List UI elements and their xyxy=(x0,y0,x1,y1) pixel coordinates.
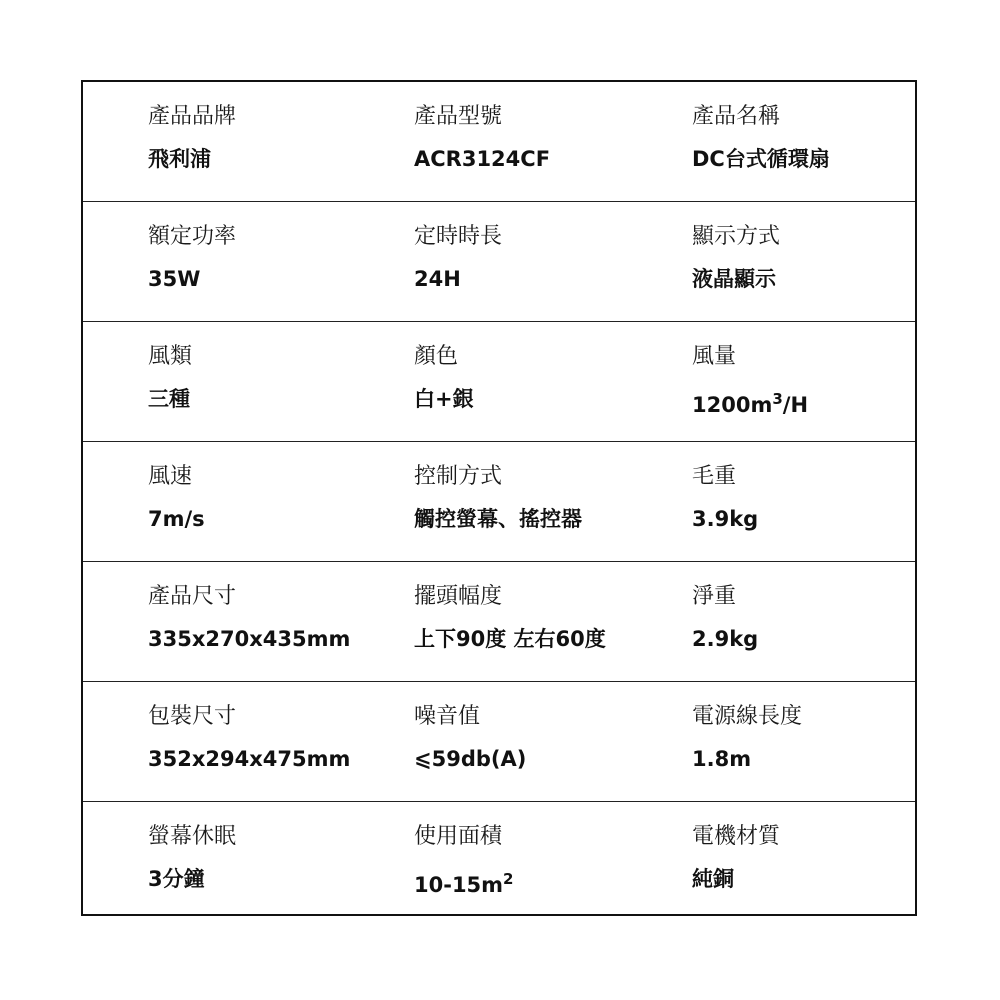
spec-cell-display xyxy=(692,202,912,321)
spec-table xyxy=(81,80,917,916)
spec-value: ACR3124CF xyxy=(414,147,551,171)
spec-cell-net-weight xyxy=(692,562,912,681)
spec-cell-screen-sleep xyxy=(148,802,408,914)
spec-cell-cord-length xyxy=(692,682,912,801)
spec-label: 風量 xyxy=(692,344,737,369)
spec-value: 35W xyxy=(148,267,201,291)
spec-label: 電機材質 xyxy=(692,824,781,849)
spec-value: 1.8m xyxy=(692,747,752,771)
spec-value: 純銅 xyxy=(692,867,734,891)
airflow-exponent: 3 xyxy=(772,390,783,408)
spec-label: 淨重 xyxy=(692,584,737,609)
spec-label: 產品名稱 xyxy=(692,104,781,129)
spec-value: 液晶顯示 xyxy=(692,267,776,291)
spec-value: 3分鐘 xyxy=(148,867,205,891)
spec-cell-oscillation xyxy=(414,562,684,681)
spec-value: 7m/s xyxy=(148,507,205,531)
spec-label: 產品尺寸 xyxy=(148,584,237,609)
spec-value xyxy=(414,866,513,898)
spec-row xyxy=(83,322,915,442)
spec-cell-airflow xyxy=(692,322,912,441)
spec-cell-noise xyxy=(414,682,684,801)
spec-value: 三種 xyxy=(148,387,190,411)
spec-value: 335x270x435mm xyxy=(148,627,351,651)
spec-label: 擺頭幅度 xyxy=(414,584,503,609)
spec-cell-model xyxy=(414,82,684,201)
spec-label: 產品品牌 xyxy=(148,104,237,129)
spec-label: 產品型號 xyxy=(414,104,503,129)
spec-label: 顏色 xyxy=(414,344,459,369)
airflow-unit: /H xyxy=(782,393,809,417)
spec-label: 定時時長 xyxy=(414,224,503,249)
spec-value xyxy=(692,386,808,418)
spec-value: 352x294x475mm xyxy=(148,747,351,771)
spec-cell-motor-material xyxy=(692,802,912,914)
spec-label: 使用面積 xyxy=(414,824,503,849)
spec-label: 電源線長度 xyxy=(692,704,803,729)
spec-cell-product-size xyxy=(148,562,408,681)
spec-value: 24H xyxy=(414,267,461,291)
spec-label: 風速 xyxy=(148,464,193,489)
spec-row xyxy=(83,82,915,202)
spec-cell-control xyxy=(414,442,684,561)
area-exponent: 2 xyxy=(503,870,514,888)
spec-value: 上下90度 左右60度 xyxy=(414,627,606,651)
spec-cell-coverage-area xyxy=(414,802,684,914)
spec-row xyxy=(83,682,915,802)
spec-value: 3.9kg xyxy=(692,507,759,531)
spec-cell-gross-weight xyxy=(692,442,912,561)
spec-row xyxy=(83,802,915,914)
spec-cell-package-size xyxy=(148,682,408,801)
area-number: 10-15m xyxy=(414,873,504,897)
spec-label: 噪音值 xyxy=(414,704,481,729)
spec-label: 控制方式 xyxy=(414,464,503,489)
spec-label: 風類 xyxy=(148,344,193,369)
spec-cell-product-name xyxy=(692,82,912,201)
spec-row xyxy=(83,562,915,682)
spec-value: DC台式循環扇 xyxy=(692,147,830,171)
spec-label: 毛重 xyxy=(692,464,737,489)
spec-cell-wind-speed xyxy=(148,442,408,561)
spec-cell-wind-modes xyxy=(148,322,408,441)
spec-value: 觸控螢幕、搖控器 xyxy=(414,507,582,531)
airflow-number: 1200m xyxy=(692,393,773,417)
spec-row xyxy=(83,442,915,562)
spec-label: 額定功率 xyxy=(148,224,237,249)
spec-row xyxy=(83,202,915,322)
spec-value: 飛利浦 xyxy=(148,147,211,171)
spec-cell-timer xyxy=(414,202,684,321)
spec-cell-brand xyxy=(148,82,408,201)
spec-label: 顯示方式 xyxy=(692,224,781,249)
spec-label: 螢幕休眠 xyxy=(148,824,237,849)
spec-value: 2.9kg xyxy=(692,627,759,651)
spec-cell-color xyxy=(414,322,684,441)
spec-cell-rated-power xyxy=(148,202,408,321)
spec-value: ⩽59db(A) xyxy=(414,747,527,771)
spec-label: 包裝尺寸 xyxy=(148,704,237,729)
spec-value: 白+銀 xyxy=(414,387,474,411)
